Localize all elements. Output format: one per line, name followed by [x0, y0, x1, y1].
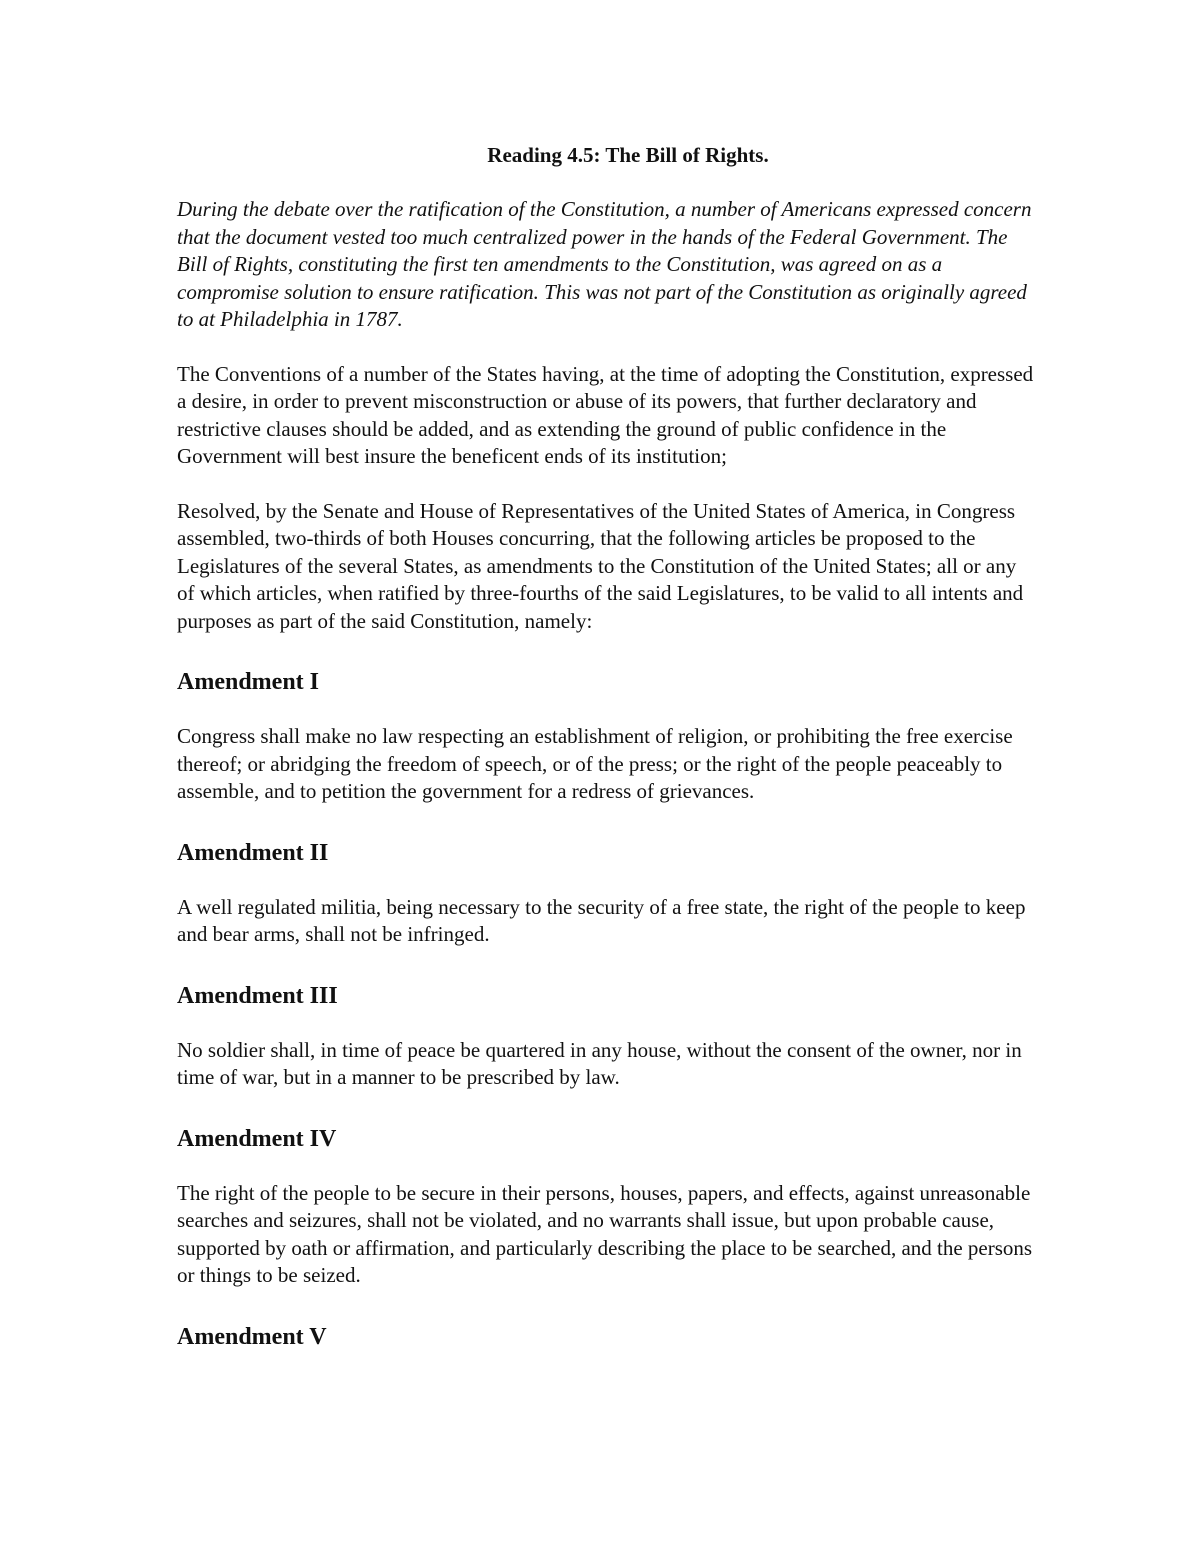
preamble-paragraph: The Conventions of a number of the States having, at the time of adopting the Constitution, expressed a desire, in order to prevent misconstruction or abuse of its powers, that further declaratory and restrictive clauses should be added, and as extending the ground of public confidence in the Government will best insure the beneficent ends of its institution;: [177, 361, 1034, 468]
amendment-4: [177, 1124, 1037, 1290]
document-page: [177, 141, 1037, 1352]
amendment-heading: Amendment I: [177, 669, 319, 695]
amendment-2: [177, 838, 1037, 949]
amendment-5: [177, 1322, 1037, 1352]
amendment-text: Congress shall make no law respecting an establishment of religion, or prohibiting the free exercise thereof; or abridging the freedom of speech, or of the press; or the right of the people peaceably to assemble, and to petition the government for a redress of grievances.: [177, 724, 1013, 803]
amendment-text: The right of the people to be secure in their persons, houses, papers, and effects, against unreasonable searches and seizures, shall not be violated, and no warrants shall issue, but upon probable cause, supported by oath or affirmation, and particularly describing the place to be searched, and the persons or things to be seized.: [177, 1180, 1033, 1287]
intro-paragraph: During the debate over the ratification of the Constitution, a number of Americans expressed concern that the document vested too much centralized power in the hands of the Federal Government. The Bill of Rights, constituting the first ten amendments to the Constitution, was agreed on as a compromise solution to ensure ratification. This was not part of the Constitution as originally agreed to at Philadelphia in 1787.: [177, 197, 1032, 331]
amendment-text: No soldier shall, in time of peace be quartered in any house, without the consent of the owner, nor in time of war, but in a manner to be prescribed by law.: [177, 1037, 1022, 1089]
resolution-paragraph: Resolved, by the Senate and House of Representatives of the United States of America, in Congress assembled, two-thirds of both Houses concurring, that the following articles be proposed to the Legislatures of the several States, as amendments to the Constitution of the United States; all or any of which articles, when ratified by three-fourths of the said Legislatures, to be valid to all intents and purposes as part of the said Constitution, namely:: [177, 498, 1024, 633]
amendment-heading: Amendment V: [177, 1323, 327, 1350]
amendment-text: A well regulated militia, being necessary to the security of a free state, the right of the people to keep and bear arms, shall not be infringed.: [177, 894, 1026, 946]
amendment-heading: Amendment IV: [177, 1125, 337, 1152]
amendment-heading: Amendment II: [177, 839, 329, 866]
amendment-3: [177, 981, 1037, 1092]
amendment-heading: Amendment III: [177, 982, 338, 1009]
amendment-1: [177, 667, 1037, 806]
document-title: Reading 4.5: The Bill of Rights.: [487, 143, 769, 167]
